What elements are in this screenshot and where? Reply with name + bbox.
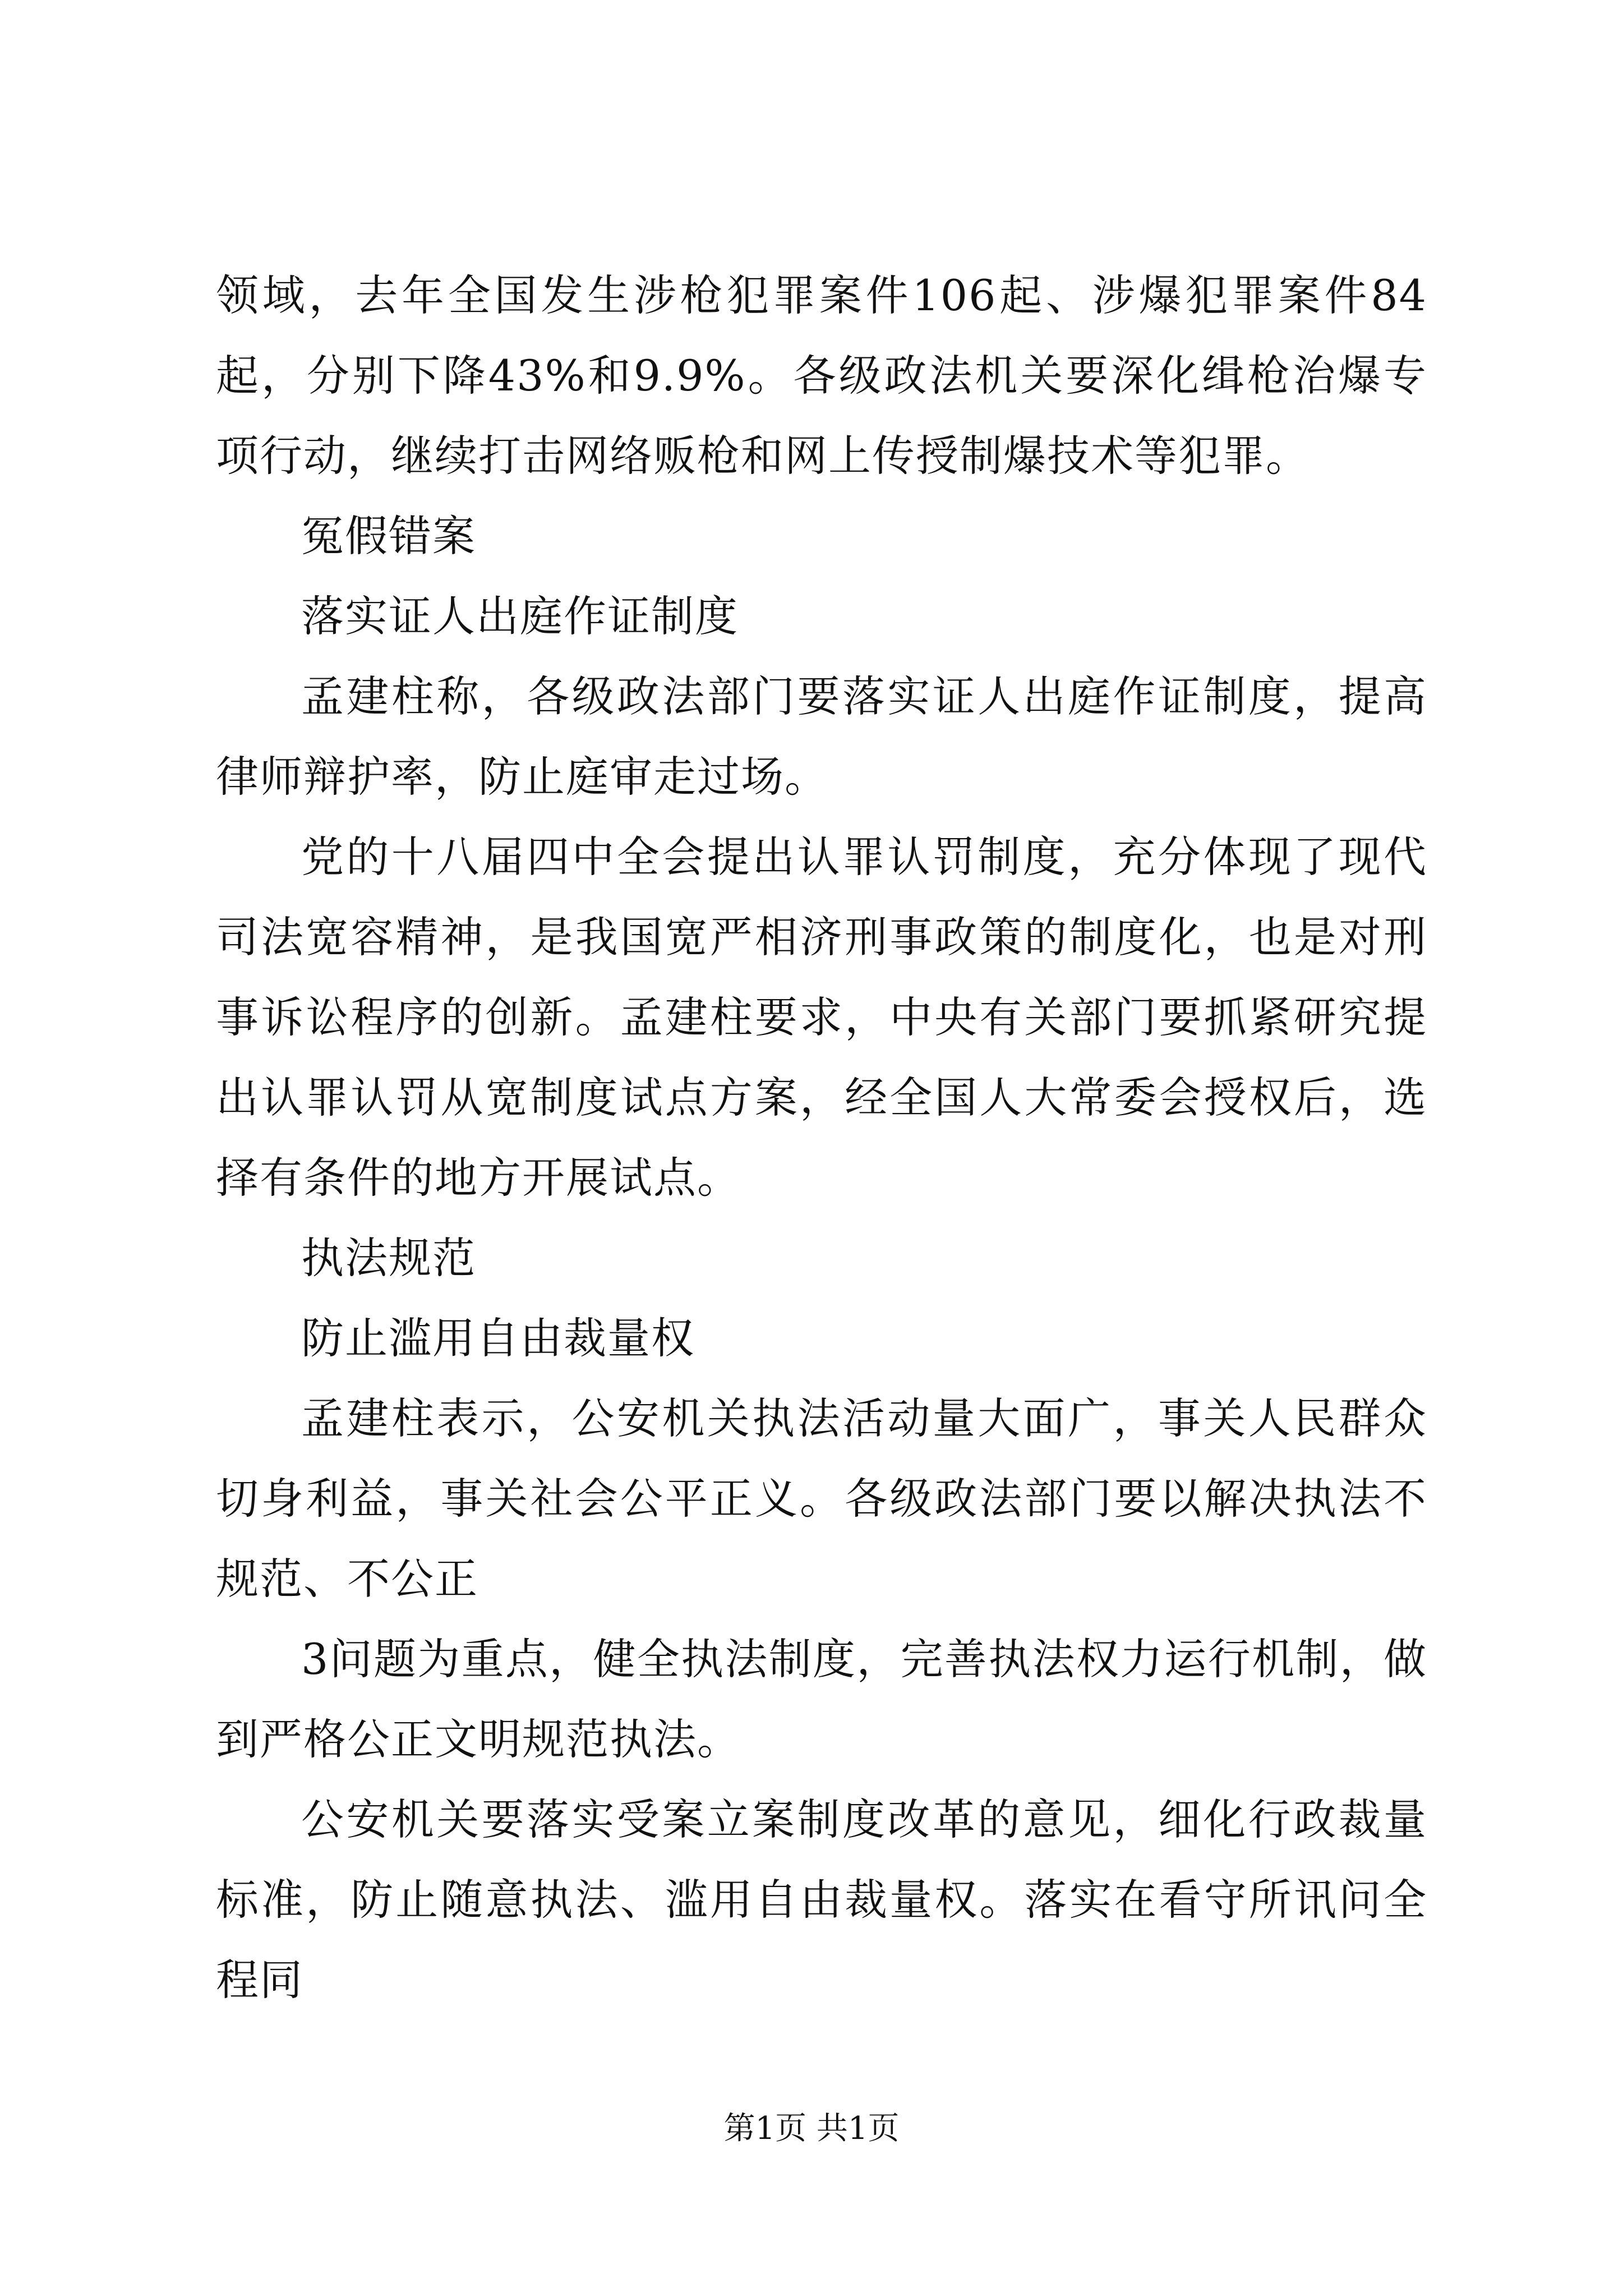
- document-body: [216, 255, 1427, 2020]
- page-footer: 第1页 共1页: [723, 2110, 900, 2147]
- paragraph-public-security: 孟建柱表示，公安机关执法活动量大面广，事关人民群众切身利益，事关社会公平正义。各级政法部门要以解决执法不规范、不公正: [216, 1393, 1427, 1604]
- paragraph-witness-system: 孟建柱称，各级政法部门要落实证人出庭作证制度，提高律师辩护率，防止庭审走过场。: [216, 671, 1427, 802]
- subheading-witness-testimony: 落实证人出庭作证制度: [301, 591, 739, 641]
- paragraph-plea-leniency: 党的十八届四中全会提出认罪认罚制度，充分体现了现代司法宽容精神，是我国宽严相济刑事政策的制度化，也是对刑事诉讼程序的创新。孟建柱要求，中央有关部门要抓紧研究提出认罪认罚从宽制度试点方案，经全国人大常委会授权后，选择有条件的地方开展试点。: [216, 832, 1427, 1203]
- section-heading-law-enforcement: 执法规范: [301, 1233, 476, 1283]
- subheading-discretion: 防止滥用自由裁量权: [301, 1313, 695, 1363]
- paragraph-1: 领域，去年全国发生涉枪犯罪案件106起、涉爆犯罪案件84起，分别下降43%和9.9%。各级政法机关要深化缉枪治爆专项行动，继续打击网络贩枪和网上传授制爆技术等犯罪。: [216, 270, 1427, 481]
- section-heading-wrongful-convictions: 冤假错案: [301, 511, 476, 561]
- paragraph-enforcement-system: 3问题为重点，健全执法制度，完善执法权力运行机制，做到严格公正文明规范执法。: [216, 1634, 1427, 1764]
- paragraph-case-filing-reform: 公安机关要落实受案立案制度改革的意见，细化行政裁量标准，防止随意执法、滥用自由裁量权。落实在看守所讯问全程同: [216, 1795, 1427, 2005]
